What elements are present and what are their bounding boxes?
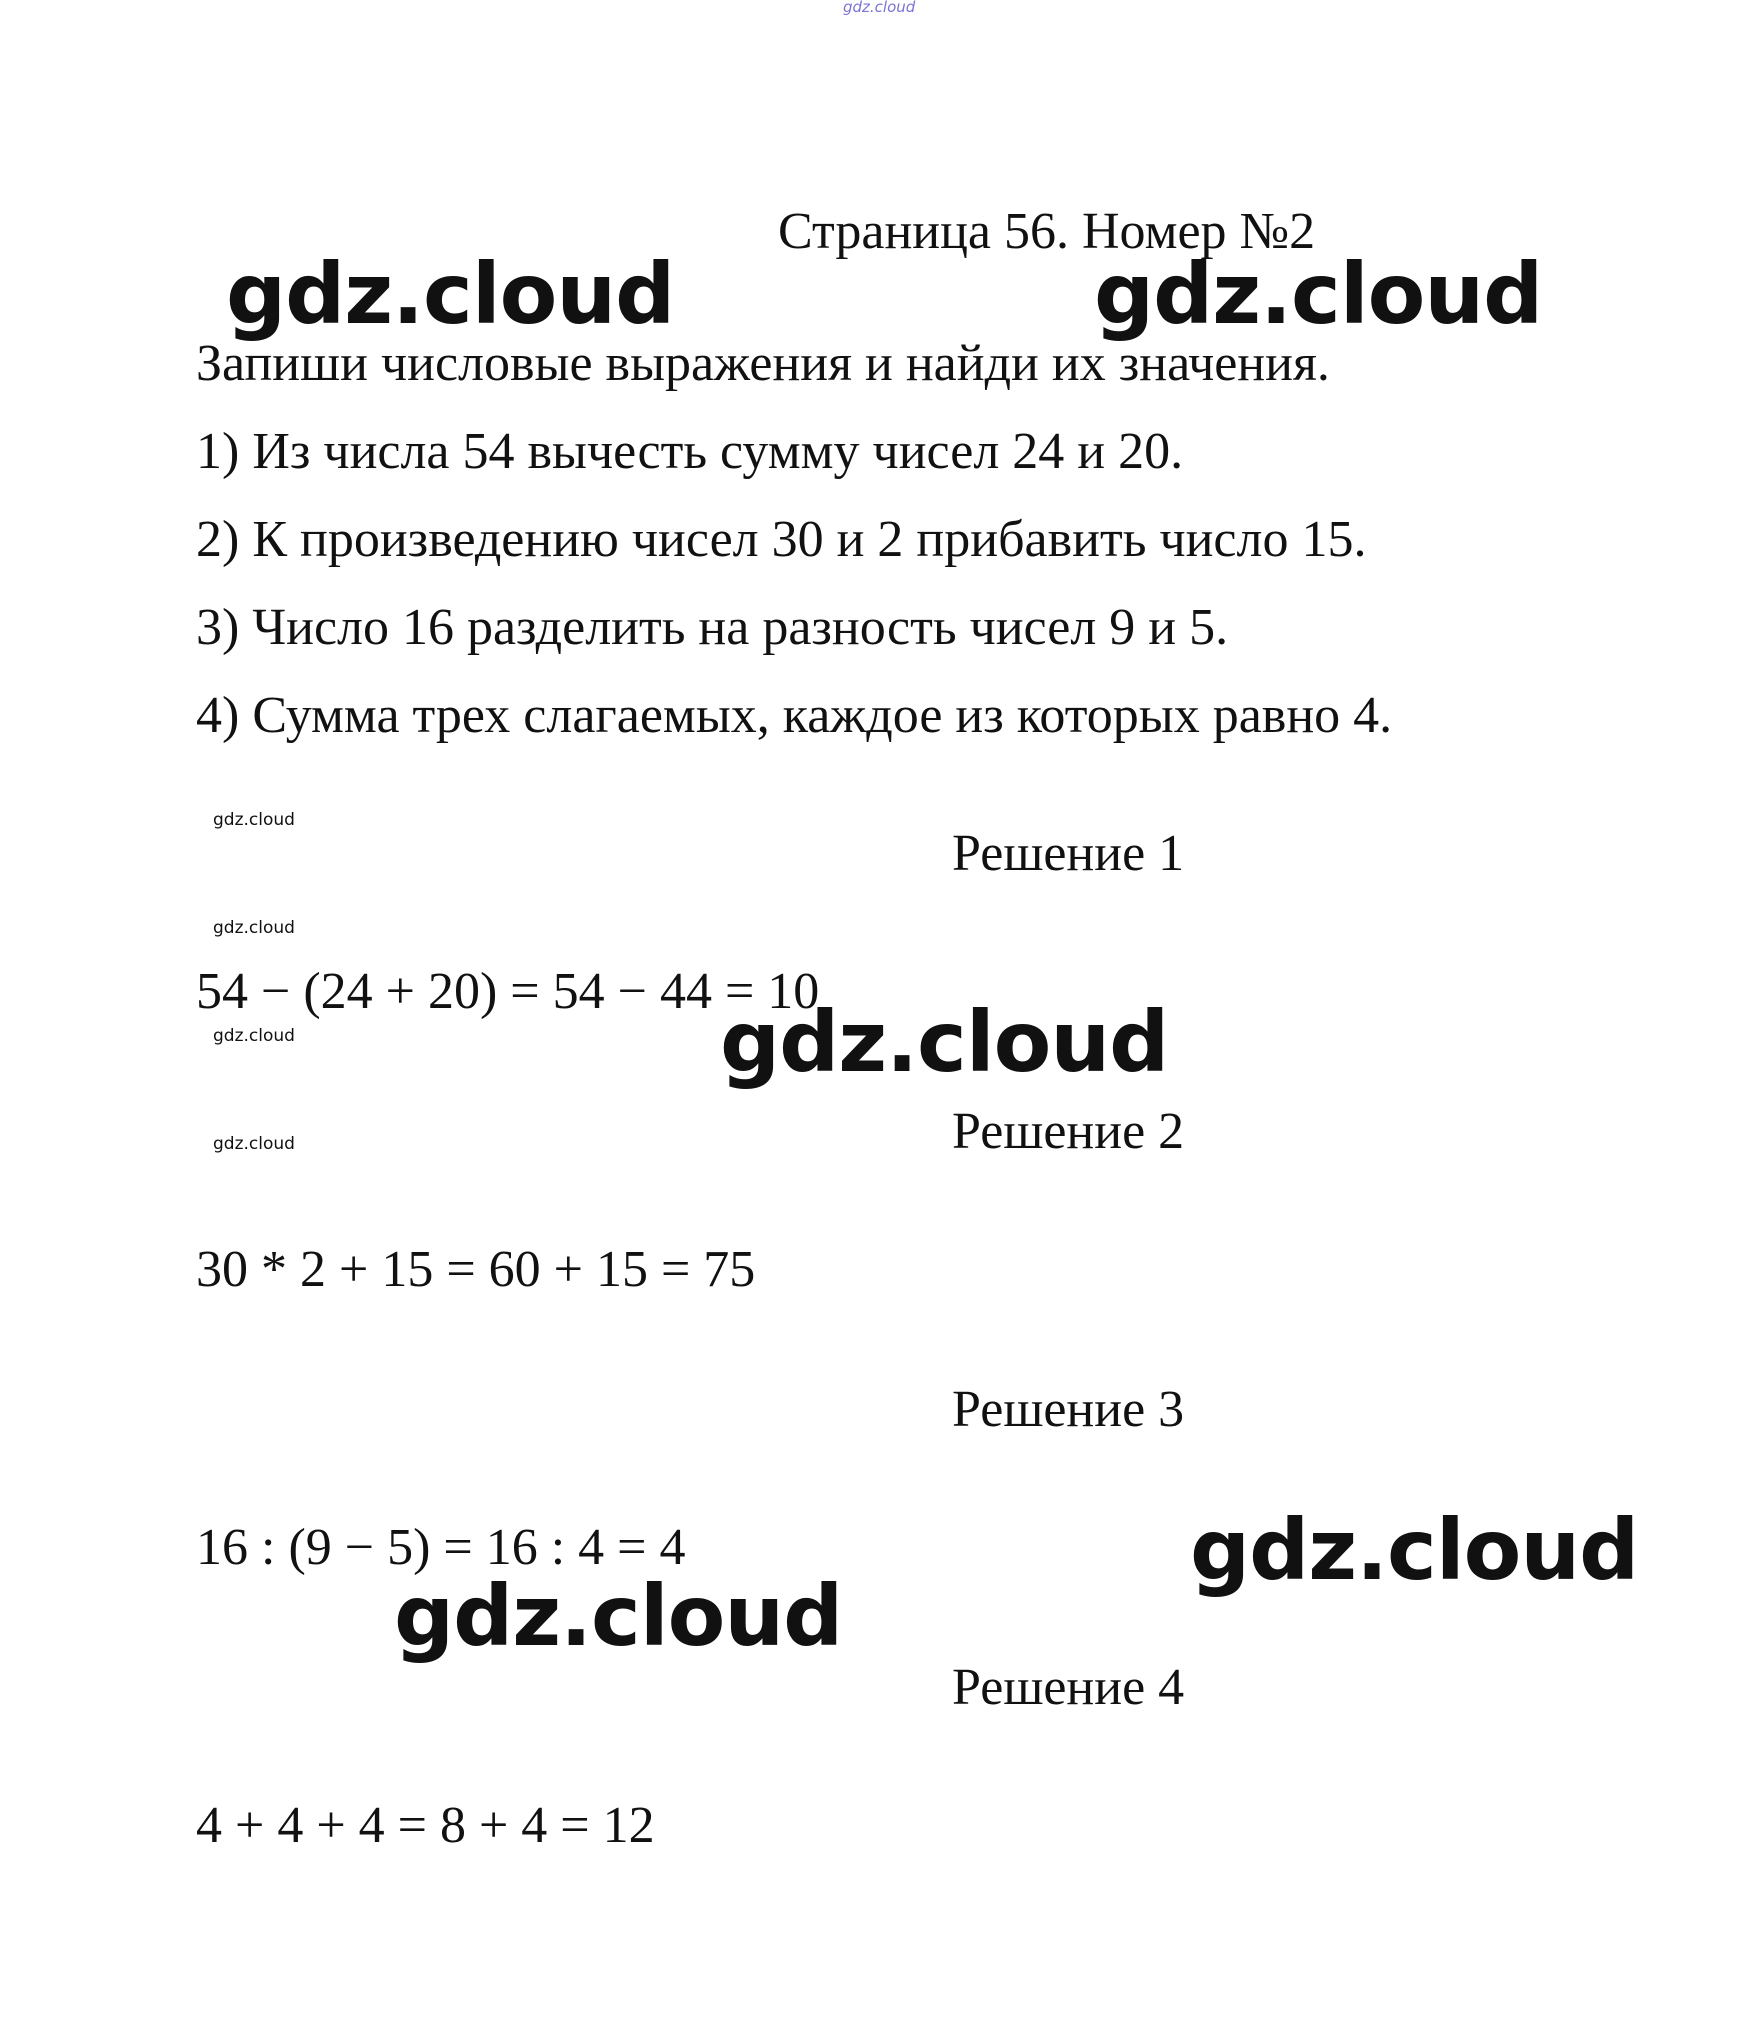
solution-expression-2: 30 * 2 + 15 = 60 + 15 = 75 [196, 1241, 756, 1298]
watermark-large: gdz.cloud [720, 993, 1169, 1091]
solution-heading-1: Решение 1 [952, 825, 1185, 882]
solution-expression-1: 54 − (24 + 20) = 54 − 44 = 10 [196, 963, 820, 1020]
watermark-large: gdz.cloud [1190, 1501, 1639, 1599]
task-intro: Запиши числовые выражения и найди их значения. [196, 335, 1330, 392]
solution-expression-4: 4 + 4 + 4 = 8 + 4 = 12 [196, 1797, 655, 1854]
task-item-3: 3) Число 16 разделить на разность чисел 9 и 5. [196, 599, 1229, 656]
task-item-4: 4) Сумма трех слагаемых, каждое из которых равно 4. [196, 687, 1393, 744]
task-item-2: 2) К произведению чисел 30 и 2 прибавить число 15. [196, 511, 1367, 568]
watermark-large: gdz.cloud [394, 1567, 843, 1665]
watermark-small: gdz.cloud [213, 810, 295, 830]
watermark-top: gdz.cloud [843, 0, 916, 16]
watermark-small: gdz.cloud [213, 1026, 295, 1046]
solution-expression-3: 16 : (9 − 5) = 16 : 4 = 4 [196, 1519, 686, 1576]
solution-heading-2: Решение 2 [952, 1103, 1185, 1160]
watermark-small: gdz.cloud [213, 918, 295, 938]
watermark-small: gdz.cloud [213, 1134, 295, 1154]
watermark-large: gdz.cloud [1094, 245, 1543, 343]
page-title: Страница 56. Номер №2 [778, 203, 1316, 260]
solution-heading-3: Решение 3 [952, 1381, 1185, 1438]
watermark-large: gdz.cloud [226, 245, 675, 343]
task-item-1: 1) Из числа 54 вычесть сумму чисел 24 и 20. [196, 423, 1184, 480]
solution-heading-4: Решение 4 [952, 1659, 1185, 1716]
